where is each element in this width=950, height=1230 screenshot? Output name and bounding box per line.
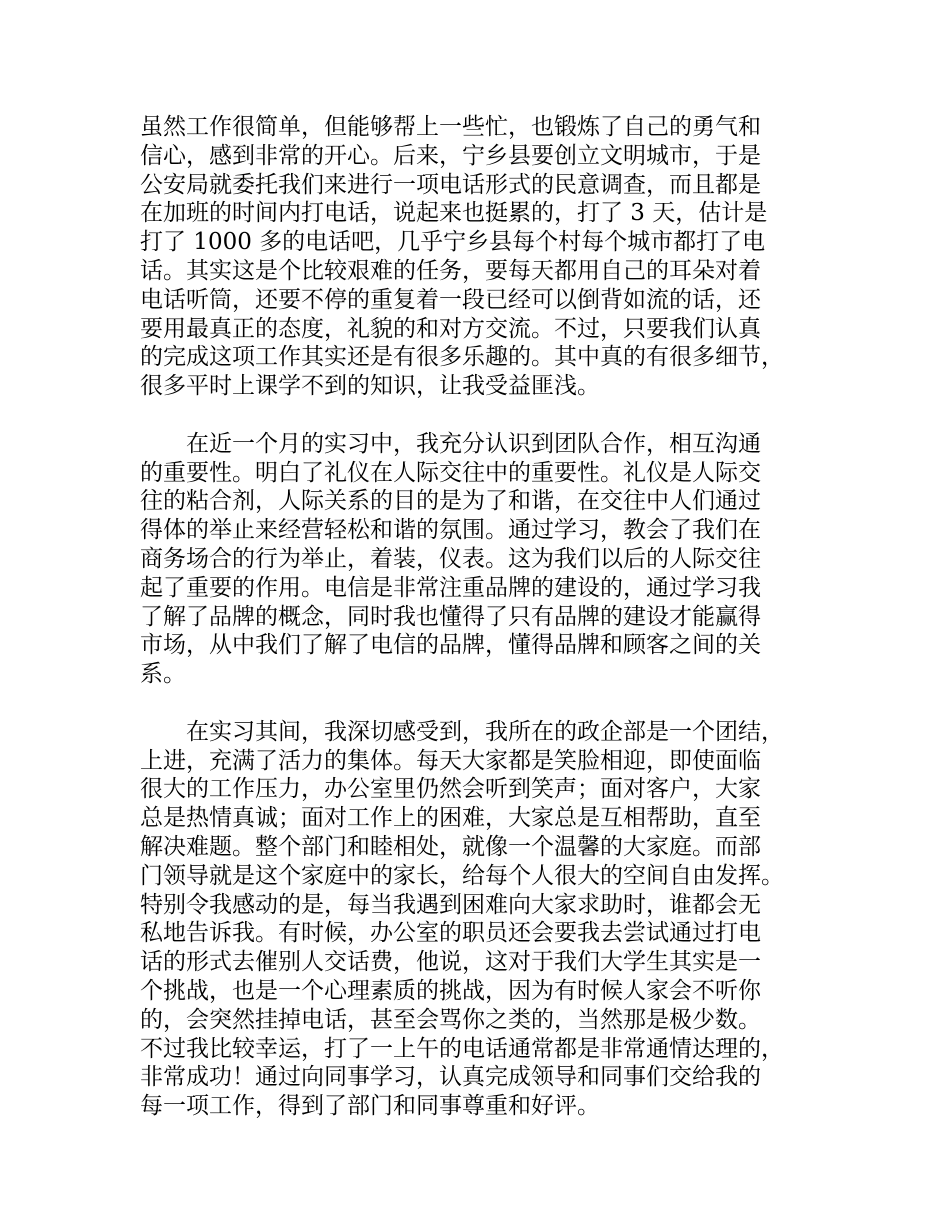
text-line: 在实习其间，我深切感受到，我所在的政企部是一个团结， [140,718,784,745]
text-line: 起了重要的作用。电信是非常注重品牌的建设的，通过学习我 [140,574,761,601]
text-line: 私地告诉我。有时候，办公室的职员还会要我去尝试通过打电 [140,920,761,947]
text-line: 解决难题。整个部门和睦相处，就像一个温馨的大家庭。而部 [140,833,761,860]
document-body [140,113,840,1121]
text-line: 市场，从中我们了解了电信的品牌，懂得品牌和顾客之间的关 [140,632,761,659]
text-line: 的完成这项工作其实还是有很多乐趣的。其中真的有很多细节， [140,344,784,371]
text-line: 虽然工作很简单，但能够帮上一些忙，也锻炼了自己的勇气和 [140,114,761,140]
text-line: 话的形式去催别人交话费，他说，这对于我们大学生其实是一 [140,949,761,976]
text-line: 电话听筒，还要不停的重复着一段已经可以倒背如流的话，还 [140,286,761,313]
text-line: 要用最真正的态度，礼貌的和对方交流。不过，只要我们认真 [140,315,761,342]
text-line: 公安局就委托我们来进行一项电话形式的民意调查，而且都是 [140,171,761,198]
text-line: 的重要性。明白了礼仪在人际交往中的重要性。礼仪是人际交 [140,459,761,486]
text-line: 门领导就是这个家庭中的家长，给每个人很大的空间自由发挥。 [140,862,784,889]
text-line: 上进，充满了活力的集体。每天大家都是笑脸相迎，即使面临 [140,747,761,774]
text-line: 在近一个月的实习中，我充分认识到团队合作，相互沟通 [140,430,761,457]
text-line: 信心，感到非常的开心。后来，宁乡县要创立文明城市，于是 [140,142,761,169]
text-line: 话。其实这是个比较艰难的任务，要每天都用自己的耳朵对着 [140,257,761,284]
paragraph-3 [140,718,840,1121]
text-line: 打了 1000 多的电话吧，几乎宁乡县每个村每个城市都打了电 [140,229,766,256]
text-line: 了解了品牌的概念，同时我也懂得了只有品牌的建设才能赢得 [140,603,761,630]
text-line: 每一项工作，得到了部门和同事尊重和好评。 [140,1093,600,1120]
paragraph-1 [140,113,840,401]
text-line: 个挑战，也是一个心理素质的挑战，因为有时候人家会不听你 [140,977,761,1004]
text-line: 很大的工作压力，办公室里仍然会听到笑声；面对客户，大家 [140,776,761,803]
text-line: 特别令我感动的是，每当我遇到困难向大家求助时，谁都会无 [140,891,761,918]
text-line: 不过我比较幸运，打了一上午的电话通常都是非常通情达理的， [140,1035,784,1062]
text-line: 商务场合的行为举止，着装，仪表。这为我们以后的人际交往 [140,545,761,572]
text-line: 往的粘合剂，人际关系的目的是为了和谐，在交往中人们通过 [140,488,761,515]
text-line: 非常成功！通过向同事学习，认真完成领导和同事们交给我的 [140,1064,761,1091]
paragraph-2 [140,430,840,689]
text-line: 总是热情真诚；面对工作上的困难，大家总是互相帮助，直至 [140,805,761,832]
text-line: 很多平时上课学不到的知识，让我受益匪浅。 [140,373,600,400]
text-line: 得体的举止来经营轻松和谐的氛围。通过学习，教会了我们在 [140,517,761,544]
text-line: 在加班的时间内打电话，说起来也挺累的，打了 3 天，估计是 [140,200,768,227]
text-line: 的，会突然挂掉电话，甚至会骂你之类的，当然那是极少数。 [140,1006,761,1033]
text-line: 系。 [140,661,186,688]
